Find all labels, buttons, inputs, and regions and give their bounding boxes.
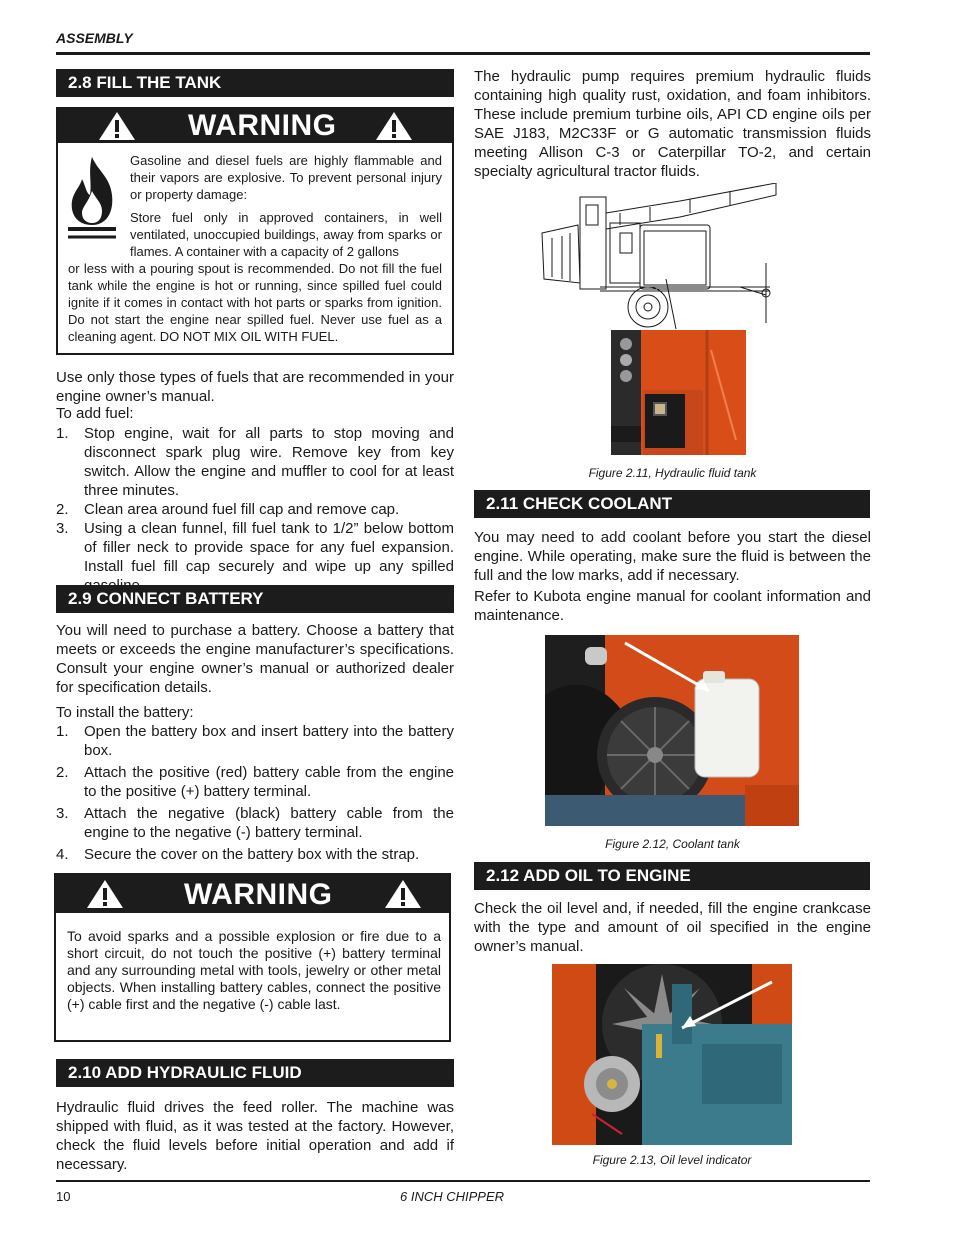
- warning-bar: [56, 875, 449, 913]
- coolant-text-1: You may need to add coolant before you start the diesel engine. While operating, make sure the fluid is between the full and the low marks, add if necessary.: [474, 529, 871, 584]
- coolant-tank-photo: [545, 635, 799, 826]
- fuel-intro: Use only those types of fuels that are recommended in your engine owner’s manual.: [56, 369, 454, 405]
- list-item: 2. Attach the positive (red) battery cable from the engine to the positive (+) battery terminal.: [56, 764, 454, 800]
- oil-level-photo: [552, 964, 792, 1145]
- list-item: 4. Secure the cover on the battery box with the strap.: [56, 846, 420, 863]
- fuel-steps-lead: To add fuel:: [56, 405, 134, 422]
- oil-text: Check the oil level and, if needed, fill the engine crankcase with the type and amount of oil specified in the engine owner’s manual.: [474, 900, 871, 955]
- coolant-text-2: Refer to Kubota engine manual for coolant information and maintenance.: [474, 588, 871, 624]
- warning-title: WARNING: [188, 109, 337, 142]
- flame-icon: [64, 153, 120, 241]
- chipper-line-drawing: [540, 183, 778, 330]
- fuel-warning-box: [56, 107, 454, 355]
- hydraulic-fluid-spec: The hydraulic pump requires premium hydraulic fluids containing high quality rust, oxidation, and foam inhibitors. These include premium turbine oils, API CD engine oils per SAE J183, M2C33F or G automatic transmission fluids meeting Allison C-3 or Caterpillar TO-2, and certain specialty agricultural tractor fluids.: [474, 68, 871, 180]
- list-item: 3. Using a clean funnel, fill fuel tank to 1/2” below bottom of filler neck to provide space for any fuel expansion. Install fuel fill cap securely and wipe up any spilled: [56, 520, 454, 575]
- warning-triangle-icon: [98, 111, 136, 141]
- section-heading-2-11: 2.11 CHECK COOLANT: [474, 490, 870, 518]
- list-item: 1. Open the battery box and insert battery into the battery box.: [56, 723, 454, 759]
- battery-steps-list: [56, 722, 454, 864]
- header-rule: [56, 52, 870, 55]
- section-heading-2-8: 2.8 FILL THE TANK: [56, 69, 454, 97]
- footer-doc-title: 6 INCH CHIPPER: [400, 1189, 505, 1204]
- footer-rule: [56, 1180, 870, 1182]
- warning-bar: [58, 109, 452, 143]
- hydraulic-tank-photo: [611, 330, 746, 455]
- list-item: 1. Stop engine, wait for all parts to stop moving and disconnect spark plug wire. Remove key from key switch. Allow the engine and muffler to cool for at least three minutes.: [56, 425, 454, 499]
- warning-triangle-icon: [86, 879, 124, 909]
- warning-title: WARNING: [184, 878, 333, 911]
- battery-warning-box: [54, 873, 451, 1042]
- list-item: 2. Clean area around fuel fill cap and remove cap.: [56, 501, 400, 518]
- figure-caption-2-11: Figure 2.11, Hydraulic fluid tank: [588, 466, 757, 480]
- battery-warning-text: To avoid sparks and a possible explosion or fire due to a short circuit, do not touch the positive (+) battery terminal and any surrounding metal with tools, jewelry or other metal objects. When installing battery cables, connect the positive (+) cable first and the negative (-) cable last.: [67, 928, 441, 1012]
- section-heading-2-10: 2.10 ADD HYDRAULIC FLUID: [56, 1059, 454, 1087]
- fuel-steps-list: [56, 424, 454, 595]
- battery-steps-lead: To install the battery:: [56, 704, 194, 721]
- warning-triangle-icon: [375, 111, 413, 141]
- battery-intro: You will need to purchase a battery. Choose a battery that meets or exceeds the engine manufacturer’s specifications. Consult your engine owner’s manual or authorized dealer for specification details.: [56, 622, 454, 696]
- fuel-warning-text-2a: Store fuel only in approved containers, in well ventilated, unoccupied buildings, away from sparks or flames. A container with a capacity of 2 gallons: [130, 210, 442, 259]
- warning-triangle-icon: [384, 879, 422, 909]
- list-item: 3. Attach the negative (black) battery cable from the engine to the negative (-) battery terminal.: [56, 805, 454, 841]
- fuel-warning-text-2b: or less with a pouring spout is recommended. Do not fill the fuel tank while the engine is hot or running, since spilled fuel could ignite if it comes in contact with hot parts or sparks from ignition. Do not start the engine near spilled fuel. Never use fuel as a cleaning agent. DO NOT MIX OIL WITH FUEL.: [68, 261, 442, 344]
- section-heading-2-12: 2.12 ADD OIL TO ENGINE: [474, 862, 870, 890]
- figure-caption-2-13: Figure 2.13, Oil level indicator: [592, 1153, 752, 1167]
- page-number: 10: [56, 1189, 71, 1204]
- fuel-warning-text-1: Gasoline and diesel fuels are highly flammable and their vapors are explosive. To prevent personal injury or property damage:: [130, 153, 442, 202]
- hydraulic-intro: Hydraulic fluid drives the feed roller. The machine was shipped with fluid, as it was tested at the factory. However, check the fluid levels before initial operation and add if necessary.: [56, 1099, 454, 1173]
- running-header: ASSEMBLY: [56, 30, 133, 46]
- section-heading-2-9: 2.9 CONNECT BATTERY: [56, 585, 454, 613]
- figure-caption-2-12: Figure 2.12, Coolant tank: [605, 837, 740, 851]
